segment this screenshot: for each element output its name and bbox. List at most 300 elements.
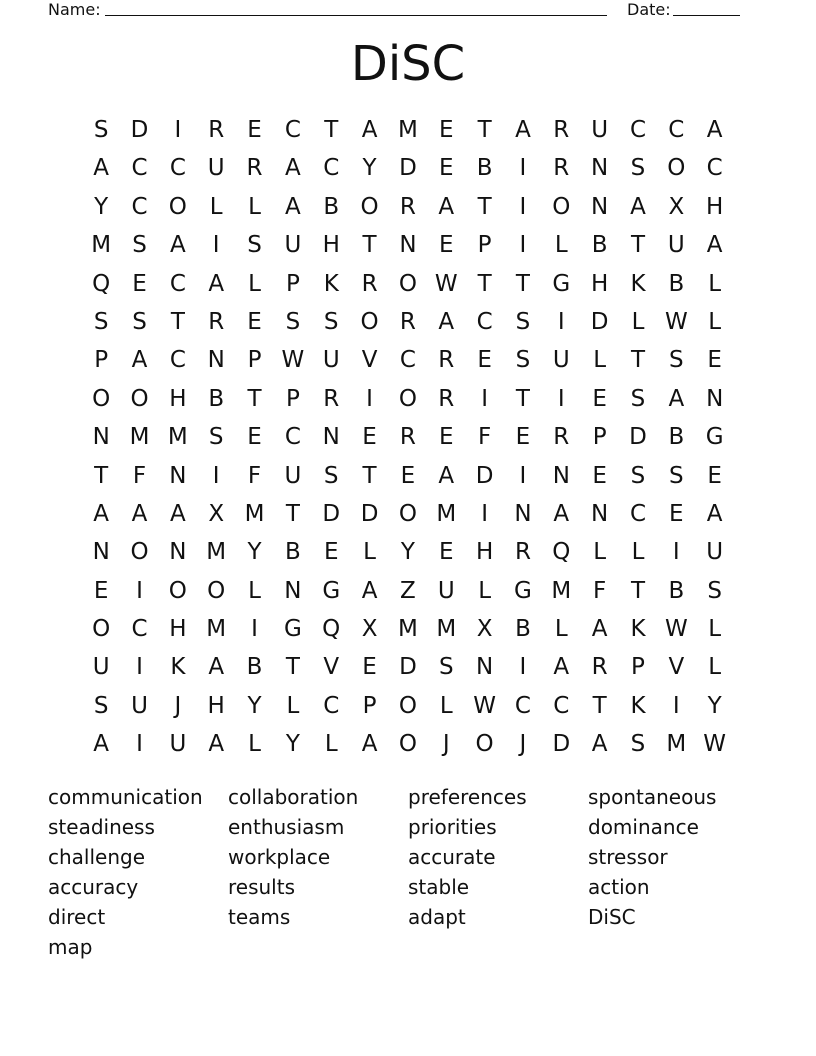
grid-cell: S: [515, 347, 531, 374]
grid-cell: L: [708, 616, 722, 643]
grid-cell: U: [591, 117, 609, 143]
page-title: DiSC: [350, 36, 466, 92]
grid-cell: Y: [362, 155, 377, 182]
grid-cell: U: [169, 731, 187, 758]
grid-cell: G: [705, 424, 724, 451]
grid-cell: R: [208, 117, 225, 143]
grid-cell: I: [212, 232, 220, 259]
grid-cell: R: [399, 308, 416, 335]
grid-cell: R: [514, 539, 531, 566]
grid-cell: Q: [552, 539, 571, 566]
grid-cell: E: [247, 424, 262, 451]
grid-cell: O: [667, 155, 686, 182]
grid-cell: R: [553, 155, 570, 182]
grid-cell: S: [630, 731, 646, 758]
grid-cell: I: [136, 731, 143, 758]
grid-cell: R: [399, 193, 416, 220]
grid-cell: R: [361, 270, 378, 297]
grid-cell: N: [284, 577, 302, 604]
word-list-item: workplace: [228, 845, 331, 869]
grid-cell: O: [475, 731, 494, 758]
name-label: Name:: [48, 0, 101, 19]
grid-cell: B: [515, 616, 531, 643]
grid-cell: P: [247, 347, 262, 374]
grid-cell: S: [132, 232, 147, 259]
grid-cell: F: [132, 462, 147, 489]
grid-cell: J: [519, 731, 527, 758]
grid-cell: N: [591, 193, 609, 220]
grid-cell: T: [515, 270, 530, 297]
grid-cell: N: [552, 462, 570, 489]
grid-cell: R: [438, 385, 455, 412]
grid-cell: E: [323, 539, 339, 566]
grid-cell: T: [477, 270, 492, 297]
grid-cell: F: [593, 577, 607, 604]
grid-row: [82, 610, 734, 648]
grid-cell: A: [93, 155, 110, 182]
grid-cell: O: [360, 308, 379, 335]
grid-cell: C: [169, 347, 186, 374]
grid-cell: D: [130, 117, 149, 143]
grid-cell: T: [170, 308, 185, 335]
grid-cell: V: [668, 654, 685, 681]
grid-cell: O: [168, 577, 187, 604]
grid-cell: O: [398, 270, 417, 297]
grid-cell: R: [246, 155, 263, 182]
grid-cell: A: [93, 731, 110, 758]
grid-cell: S: [247, 232, 262, 259]
grid-cell: A: [630, 193, 646, 220]
grid-cell: R: [553, 424, 570, 451]
grid-cell: L: [708, 654, 722, 681]
grid-cell: N: [591, 500, 609, 527]
grid-cell: N: [207, 347, 225, 374]
grid-cell: A: [361, 577, 378, 604]
grid-cell: C: [629, 500, 647, 527]
grid-cell: U: [667, 232, 685, 259]
grid-cell: N: [92, 424, 110, 451]
grid-cell: C: [514, 692, 531, 719]
grid-cell: N: [706, 385, 724, 412]
grid-cell: S: [630, 462, 646, 489]
grid-cell: M: [551, 577, 572, 604]
grid-cell: A: [285, 193, 301, 220]
grid-cell: N: [322, 424, 340, 451]
word-list-item: stable: [408, 875, 470, 899]
grid-cell: A: [131, 500, 148, 527]
grid-cell: N: [169, 462, 187, 489]
grid-cell: M: [129, 424, 150, 451]
grid-cell: I: [174, 117, 182, 143]
grid-cell: W: [664, 616, 688, 643]
grid-cell: E: [438, 539, 454, 566]
grid-row: [82, 418, 734, 456]
grid-cell: A: [208, 731, 225, 758]
grid-cell: G: [552, 270, 571, 297]
grid-cell: A: [169, 232, 186, 259]
grid-cell: O: [207, 577, 226, 604]
grid-cell: Y: [94, 193, 109, 220]
grid-cell: S: [285, 308, 301, 335]
grid-cell: I: [251, 616, 258, 643]
grid-cell: O: [360, 193, 379, 220]
grid-cell: T: [324, 117, 339, 143]
grid-cell: S: [669, 462, 684, 489]
grid-cell: L: [631, 308, 645, 335]
grid-cell: T: [362, 232, 377, 259]
grid-cell: Y: [400, 539, 415, 566]
word-list-item: dominance: [588, 815, 699, 839]
grid-cell: A: [591, 731, 608, 758]
grid-cell: M: [91, 232, 112, 259]
grid-cell: L: [363, 539, 376, 566]
grid-cell: E: [247, 117, 262, 143]
grid-cell: T: [477, 117, 492, 143]
grid-cell: H: [322, 232, 340, 259]
grid-cell: M: [206, 616, 227, 643]
word-list-item: direct: [48, 905, 106, 929]
grid-cell: C: [553, 692, 570, 719]
grid-cell: D: [629, 424, 647, 451]
grid-cell: U: [284, 232, 302, 259]
word-list-item: results: [228, 875, 296, 899]
date-label: Date:: [627, 0, 671, 19]
grid-cell: S: [93, 692, 109, 719]
grid-cell: P: [94, 347, 109, 374]
name-blank-line[interactable]: [105, 15, 607, 16]
grid-cell: A: [93, 500, 110, 527]
grid-cell: L: [593, 539, 607, 566]
grid-cell: O: [130, 385, 149, 412]
word-list-item: spontaneous: [588, 785, 717, 809]
grid-cell: I: [212, 462, 220, 489]
grid-cell: S: [323, 308, 339, 335]
grid-cell: R: [591, 654, 608, 681]
word-list-item: teams: [228, 905, 291, 929]
grid-row: [82, 648, 734, 686]
grid-cell: U: [207, 155, 225, 182]
grid-cell: P: [477, 232, 492, 259]
grid-cell: S: [669, 347, 684, 374]
grid-cell: M: [436, 616, 457, 643]
grid-cell: U: [92, 654, 110, 681]
grid-cell: C: [629, 117, 647, 143]
grid-cell: S: [323, 462, 339, 489]
grid-cell: R: [438, 347, 455, 374]
grid-cell: A: [515, 117, 531, 143]
grid-cell: T: [630, 232, 646, 259]
grid-cell: O: [552, 193, 571, 220]
grid-cell: L: [554, 232, 568, 259]
grid-cell: E: [592, 385, 607, 412]
grid-cell: T: [592, 692, 607, 719]
word-list-item: steadiness: [48, 815, 155, 839]
grid-cell: M: [436, 500, 457, 527]
word-list-item: priorities: [408, 815, 497, 839]
word-list-item: action: [588, 875, 650, 899]
grid-cell: N: [169, 539, 187, 566]
grid-cell: E: [515, 424, 531, 451]
grid-cell: P: [362, 692, 377, 719]
grid-cell: T: [477, 193, 492, 220]
grid-cell: M: [397, 117, 418, 143]
grid-cell: D: [399, 654, 417, 681]
grid-cell: A: [361, 117, 378, 143]
grid-cell: T: [94, 462, 109, 489]
grid-cell: Q: [92, 270, 111, 297]
grid-cell: O: [130, 539, 149, 566]
grid-cell: B: [668, 424, 685, 451]
grid-row: [82, 303, 734, 341]
date-blank-line[interactable]: [673, 15, 740, 16]
grid-cell: Y: [285, 731, 300, 758]
word-list-item: DiSC: [588, 905, 636, 929]
grid-cell: L: [478, 577, 492, 604]
grid-cell: W: [664, 308, 688, 335]
grid-cell: C: [131, 155, 148, 182]
grid-cell: F: [247, 462, 262, 489]
grid-row: [82, 111, 734, 149]
grid-cell: L: [248, 193, 261, 220]
grid-cell: S: [515, 308, 531, 335]
grid-cell: I: [481, 500, 488, 527]
grid-cell: A: [131, 347, 148, 374]
grid-row: [82, 380, 734, 418]
grid-cell: O: [398, 500, 417, 527]
grid-cell: U: [322, 347, 340, 374]
grid-cell: C: [284, 117, 301, 143]
grid-cell: A: [438, 308, 455, 335]
grid-cell: T: [285, 654, 300, 681]
grid-cell: F: [477, 424, 492, 451]
grid-cell: L: [708, 270, 722, 297]
grid-cell: U: [437, 577, 455, 604]
word-list-item: stressor: [588, 845, 668, 869]
grid-cell: M: [397, 616, 418, 643]
grid-cell: I: [672, 539, 680, 566]
grid-cell: C: [169, 155, 186, 182]
grid-cell: L: [593, 347, 607, 374]
grid-row: [82, 188, 734, 226]
grid-cell: K: [630, 270, 646, 297]
grid-row: [82, 341, 734, 379]
grid-row: [82, 226, 734, 264]
word-list-item: map: [48, 935, 93, 959]
grid-cell: L: [439, 692, 453, 719]
grid-cell: P: [285, 270, 300, 297]
grid-cell: I: [557, 385, 565, 412]
grid-cell: D: [590, 308, 609, 335]
grid-cell: W: [473, 692, 496, 719]
grid-cell: I: [672, 692, 680, 719]
grid-cell: E: [438, 232, 454, 259]
grid-cell: T: [285, 500, 300, 527]
grid-cell: N: [591, 155, 609, 182]
grid-cell: H: [590, 270, 609, 297]
word-list-item: preferences: [408, 785, 527, 809]
grid-cell: R: [399, 424, 416, 451]
grid-cell: N: [92, 539, 110, 566]
word-list-item: accuracy: [48, 875, 139, 899]
grid-cell: Y: [247, 539, 262, 566]
grid-cell: E: [362, 424, 377, 451]
grid-cell: A: [169, 500, 186, 527]
grid-cell: T: [362, 462, 377, 489]
grid-cell: J: [442, 731, 450, 758]
grid-cell: C: [476, 308, 493, 335]
grid-row: [82, 725, 734, 763]
word-list-item: challenge: [48, 845, 146, 869]
grid-cell: O: [398, 385, 417, 412]
grid-cell: S: [630, 385, 646, 412]
grid-cell: W: [434, 270, 458, 297]
grid-cell: A: [553, 500, 570, 527]
word-list-item: enthusiasm: [228, 815, 345, 839]
grid-cell: S: [630, 155, 646, 182]
grid-cell: H: [475, 539, 494, 566]
grid-cell: K: [323, 270, 339, 297]
grid-cell: O: [168, 193, 187, 220]
grid-cell: D: [552, 731, 571, 758]
grid-cell: E: [247, 308, 262, 335]
grid-cell: C: [131, 193, 148, 220]
grid-cell: T: [630, 347, 646, 374]
grid-cell: Y: [247, 692, 262, 719]
grid-cell: O: [398, 731, 417, 758]
grid-cell: S: [93, 117, 109, 143]
grid-cell: L: [554, 616, 568, 643]
grid-cell: I: [136, 654, 143, 681]
grid-cell: M: [167, 424, 188, 451]
grid-cell: U: [552, 347, 570, 374]
grid-cell: H: [169, 616, 187, 643]
grid-cell: B: [323, 193, 340, 220]
grid-cell: C: [668, 117, 685, 143]
grid-cell: B: [668, 577, 685, 604]
grid-cell: U: [284, 462, 302, 489]
grid-cell: A: [591, 616, 608, 643]
grid-cell: A: [668, 385, 685, 412]
grid-row: [82, 687, 734, 725]
grid-cell: S: [93, 308, 109, 335]
grid-row: [82, 149, 734, 187]
grid-cell: A: [208, 270, 225, 297]
grid-cell: H: [207, 692, 225, 719]
grid-cell: D: [399, 155, 417, 182]
grid-cell: I: [519, 462, 527, 489]
grid-cell: L: [631, 539, 645, 566]
grid-cell: M: [666, 731, 687, 758]
grid-cell: E: [669, 500, 684, 527]
grid-cell: T: [630, 577, 646, 604]
grid-cell: I: [519, 193, 527, 220]
grid-cell: K: [630, 616, 646, 643]
grid-cell: J: [174, 692, 182, 719]
grid-cell: B: [246, 654, 263, 681]
grid-cell: V: [361, 347, 378, 374]
grid-cell: B: [208, 385, 225, 412]
grid-cell: H: [706, 193, 724, 220]
grid-cell: W: [281, 347, 305, 374]
grid-row: [82, 457, 734, 495]
grid-cell: U: [131, 692, 148, 719]
grid-cell: G: [322, 577, 341, 604]
word-list: [48, 782, 768, 962]
grid-cell: N: [476, 654, 494, 681]
grid-cell: A: [553, 654, 570, 681]
grid-cell: E: [362, 654, 377, 681]
grid-cell: C: [323, 155, 340, 182]
grid-cell: R: [208, 308, 225, 335]
grid-cell: I: [366, 385, 373, 412]
grid-cell: S: [132, 308, 147, 335]
grid-cell: T: [515, 385, 530, 412]
grid-cell: M: [244, 500, 265, 527]
grid-cell: L: [248, 270, 261, 297]
grid-cell: R: [553, 117, 570, 143]
grid-cell: Q: [322, 616, 341, 643]
grid-cell: C: [399, 347, 416, 374]
grid-cell: Z: [400, 577, 416, 604]
grid-cell: K: [170, 654, 186, 681]
grid-cell: B: [668, 270, 685, 297]
word-list-item: accurate: [408, 845, 496, 869]
grid-cell: I: [136, 577, 143, 604]
grid-cell: A: [706, 232, 723, 259]
grid-cell: A: [285, 155, 301, 182]
grid-cell: I: [481, 385, 488, 412]
grid-cell: X: [476, 616, 493, 643]
grid-cell: E: [592, 462, 607, 489]
grid-cell: A: [706, 117, 723, 143]
grid-cell: R: [323, 385, 340, 412]
grid-cell: D: [475, 462, 494, 489]
grid-cell: X: [668, 193, 685, 220]
grid-row: [82, 572, 734, 610]
grid-cell: L: [324, 731, 338, 758]
grid-cell: A: [438, 193, 455, 220]
grid-cell: X: [208, 500, 225, 527]
grid-row: [82, 533, 734, 571]
grid-cell: D: [360, 500, 379, 527]
grid-cell: I: [557, 308, 565, 335]
grid-cell: E: [477, 347, 492, 374]
grid-cell: G: [514, 577, 532, 604]
grid-cell: C: [284, 424, 301, 451]
grid-cell: A: [208, 654, 225, 681]
grid-cell: A: [706, 500, 723, 527]
grid-cell: U: [706, 539, 724, 566]
grid-cell: L: [286, 692, 300, 719]
grid-cell: P: [592, 424, 607, 451]
grid-cell: O: [398, 692, 417, 719]
grid-cell: B: [285, 539, 301, 566]
grid-cell: E: [707, 347, 722, 374]
grid-cell: E: [438, 155, 454, 182]
grid-cell: N: [399, 232, 417, 259]
grid-cell: B: [591, 232, 608, 259]
grid-cell: I: [519, 232, 527, 259]
grid-cell: S: [707, 577, 722, 604]
grid-cell: I: [519, 155, 527, 182]
grid-cell: O: [92, 616, 111, 643]
grid-cell: H: [169, 385, 187, 412]
grid-cell: L: [209, 193, 223, 220]
grid-cell: E: [400, 462, 416, 489]
grid-row: [82, 495, 734, 533]
grid-cell: C: [131, 616, 148, 643]
grid-cell: S: [208, 424, 224, 451]
